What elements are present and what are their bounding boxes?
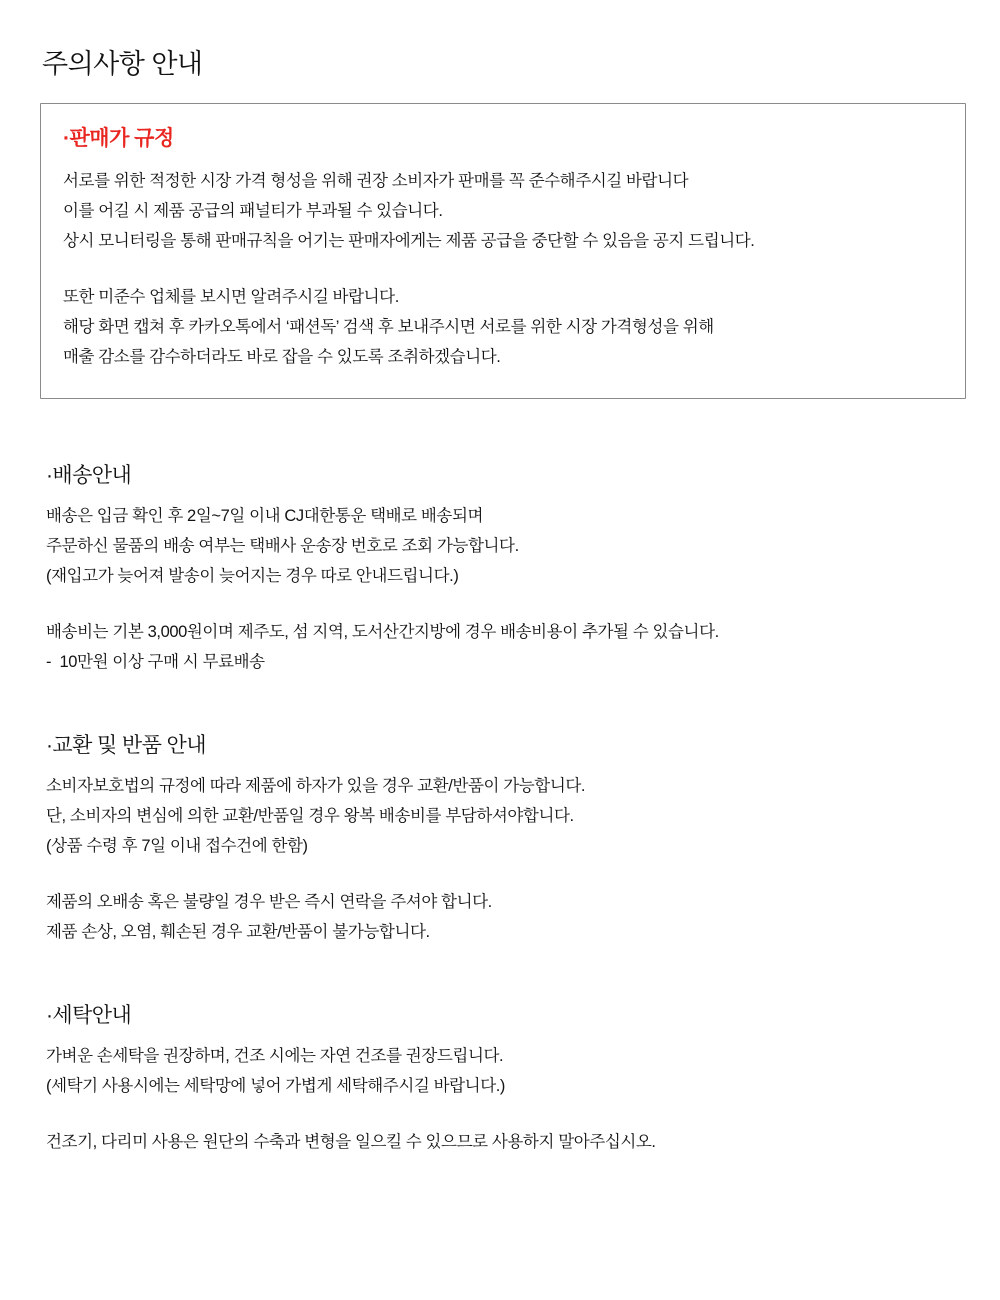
section-line-spacer <box>46 591 966 617</box>
section-line-spacer <box>46 861 966 887</box>
notice-line: 서로를 위한 적정한 시장 가격 형성을 위해 권장 소비자가 판매를 꼭 준수해주시길 바랍니다 <box>63 172 689 190</box>
section-line: (상품 수령 후 7일 이내 접수건에 한함) <box>46 837 308 855</box>
section-line: (세탁기 사용시에는 세탁망에 넣어 가볍게 세탁해주시길 바랍니다.) <box>46 1077 506 1095</box>
section-line: 주문하신 물품의 배송 여부는 택배사 운송장 번호로 조회 가능합니다. <box>46 537 519 555</box>
section-line: - 10만원 이상 구매 시 무료배송 <box>46 653 265 671</box>
washing-section <box>42 999 966 1157</box>
shipping-section <box>42 459 966 677</box>
section-spacer <box>38 677 970 729</box>
section-line: (재입고가 늦어져 발송이 늦어지는 경우 따로 안내드립니다.) <box>46 567 459 585</box>
section-line-spacer <box>46 1101 966 1127</box>
section-spacer <box>38 947 970 999</box>
price-policy-box <box>40 103 966 399</box>
price-policy-body <box>63 166 943 372</box>
shipping-body <box>46 501 966 677</box>
notice-line: 해당 화면 캡쳐 후 카카오톡에서 ‘패션독’ 검색 후 보내주시면 서로를 위한 시장 가격형성을 위해 <box>63 318 714 336</box>
section-line: 건조기, 다리미 사용은 원단의 수축과 변형을 일으킬 수 있으므로 사용하지 말아주십시오. <box>46 1133 656 1151</box>
notice-line: 또한 미준수 업체를 보시면 알려주시길 바랍니다. <box>63 288 399 306</box>
section-line: 가벼운 손세탁을 권장하며, 건조 시에는 자연 건조를 권장드립니다. <box>46 1047 504 1065</box>
exchange-return-section <box>42 729 966 947</box>
notice-line: 이를 어길 시 제품 공급의 패널티가 부과될 수 있습니다. <box>63 202 443 220</box>
section-line: 배송비는 기본 3,000원이며 제주도, 섬 지역, 도서산간지방에 경우 배송비용이 추가될 수 있습니다. <box>46 623 719 641</box>
notice-line: 상시 모니터링을 통해 판매규칙을 어기는 판매자에게는 제품 공급을 중단할 수 있음을 공지 드립니다. <box>63 232 755 250</box>
section-spacer <box>38 399 970 459</box>
page-title: 주의사항 안내 <box>42 49 203 79</box>
exchange-return-heading: ·교환 및 반품 안내 <box>46 734 206 757</box>
washing-body <box>46 1041 966 1157</box>
price-policy-heading: ·판매가 규정 <box>63 127 174 150</box>
section-line: 제품 손상, 오염, 훼손된 경우 교환/반품이 불가능합니다. <box>46 923 430 941</box>
notice-line: 매출 감소를 감수하더라도 바로 잡을 수 있도록 조취하겠습니다. <box>63 348 501 366</box>
section-line: 배송은 입금 확인 후 2일~7일 이내 CJ대한통운 택배로 배송되며 <box>46 507 484 525</box>
washing-heading: ·세탁안내 <box>46 1004 132 1027</box>
section-line: 제품의 오배송 혹은 불량일 경우 받은 즉시 연락을 주셔야 합니다. <box>46 893 492 911</box>
section-line: 소비자보호법의 규정에 따라 제품에 하자가 있을 경우 교환/반품이 가능합니다. <box>46 777 586 795</box>
shipping-heading: ·배송안내 <box>46 464 132 487</box>
notice-line-spacer <box>63 256 943 282</box>
section-line: 단, 소비자의 변심에 의한 교환/반품일 경우 왕복 배송비를 부담하셔야합니다. <box>46 807 574 825</box>
exchange-return-body <box>46 771 966 947</box>
